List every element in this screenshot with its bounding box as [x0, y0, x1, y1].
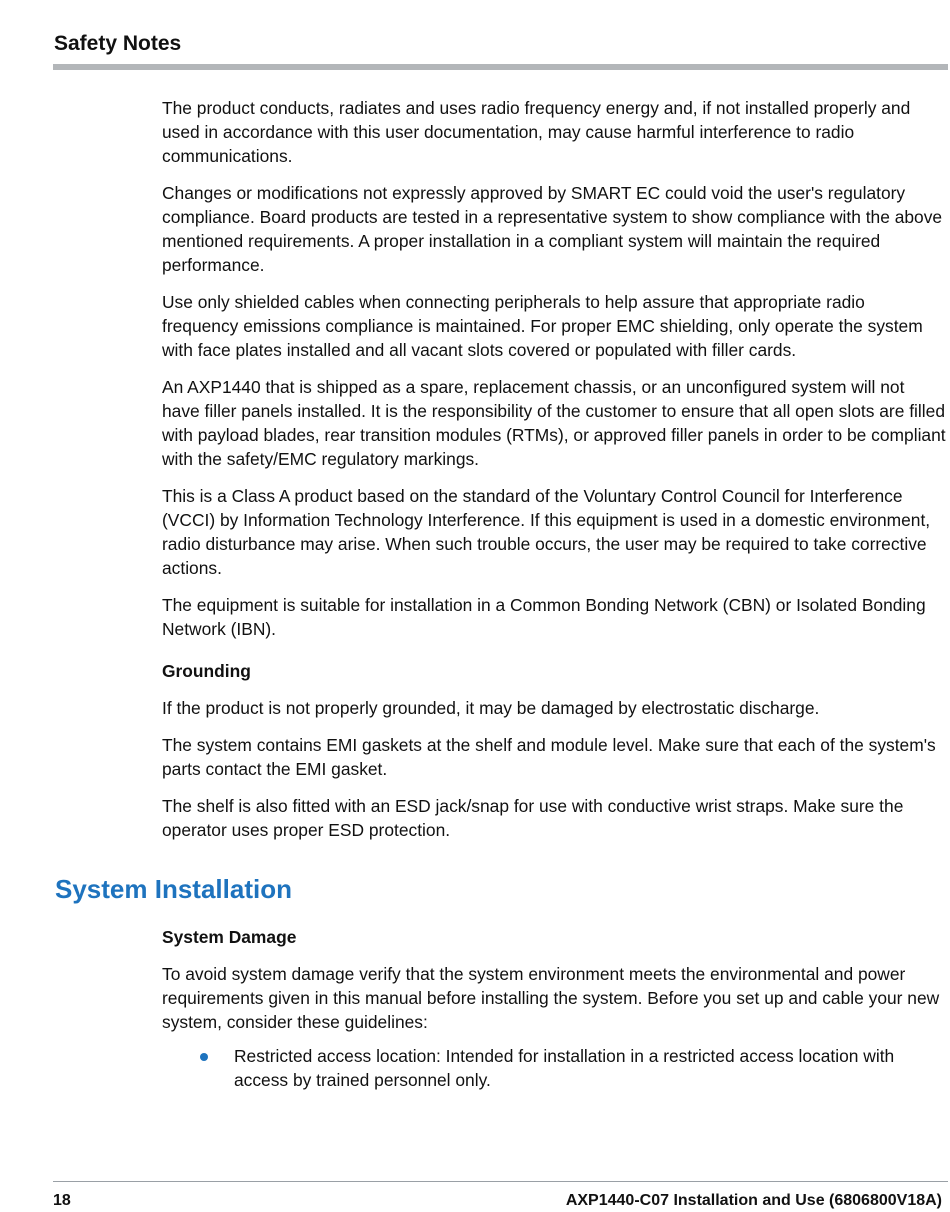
- body-paragraph: The shelf is also fitted with an ESD jack/snap for use with conductive wrist straps. Make sure the operator uses proper ESD protection.: [162, 796, 904, 840]
- body-paragraph: The system contains EMI gaskets at the shelf and module level. Make sure that each of the system's parts contact the EMI gasket.: [162, 735, 936, 779]
- safety-notes-body: [162, 96, 946, 855]
- bullet-icon: [200, 1053, 208, 1061]
- footer-page-number: 18: [53, 1192, 71, 1209]
- bullet-text: Restricted access location: Intended for installation in a restricted access location with access by trained personnel only.: [234, 1046, 895, 1090]
- system-damage-heading: System Damage: [162, 927, 297, 947]
- body-paragraph: Use only shielded cables when connecting peripherals to help assure that appropriate radio frequency emissions compliance is maintained. For proper EMC shielding, only operate the system with face plates installed and all vacant slots covered or populated with filler cards.: [162, 292, 923, 360]
- body-paragraph: The equipment is suitable for installation in a Common Bonding Network (CBN) or Isolated Bonding Network (IBN).: [162, 595, 926, 639]
- page-header-title: Safety Notes: [54, 32, 182, 55]
- bullet-list-item: [162, 1044, 946, 1092]
- body-paragraph: An AXP1440 that is shipped as a spare, replacement chassis, or an unconfigured system will not have filler panels installed. It is the responsibility of the customer to ensure that all open slots are filled with payload blades, rear transition modules (RTMs), or approved filler panels in order to be compliant with the safety/EMC regulatory markings.: [162, 377, 946, 469]
- footer-divider: [53, 1181, 948, 1182]
- system-installation-body: [162, 925, 946, 1092]
- grounding-heading: Grounding: [162, 661, 251, 681]
- body-paragraph: This is a Class A product based on the standard of the Voluntary Control Council for Interference (VCCI) by Information Technology Interference. If this equipment is used in a domestic environment, radio disturbance may arise. When such trouble occurs, the user may be required to take corrective actions.: [162, 486, 931, 578]
- section-title-system-installation: System Installation: [55, 874, 292, 904]
- header-divider: [53, 64, 948, 70]
- body-paragraph: If the product is not properly grounded, it may be damaged by electrostatic discharge.: [162, 698, 820, 718]
- footer-document-title: AXP1440-C07 Installation and Use (6806800V18A): [565, 1192, 942, 1209]
- body-paragraph: The product conducts, radiates and uses radio frequency energy and, if not installed properly and used in accordance with this user documentation, may cause harmful interference to radio communications.: [162, 98, 911, 166]
- body-paragraph: To avoid system damage verify that the system environment meets the environmental and power requirements given in this manual before installing the system. Before you set up and cable your new system, consider these guidelines:: [162, 964, 940, 1032]
- body-paragraph: Changes or modifications not expressly approved by SMART EC could void the user's regulatory compliance. Board products are tested in a representative system to show compliance with the above mentioned requirements. A proper installation in a compliant system will maintain the required performance.: [162, 183, 943, 275]
